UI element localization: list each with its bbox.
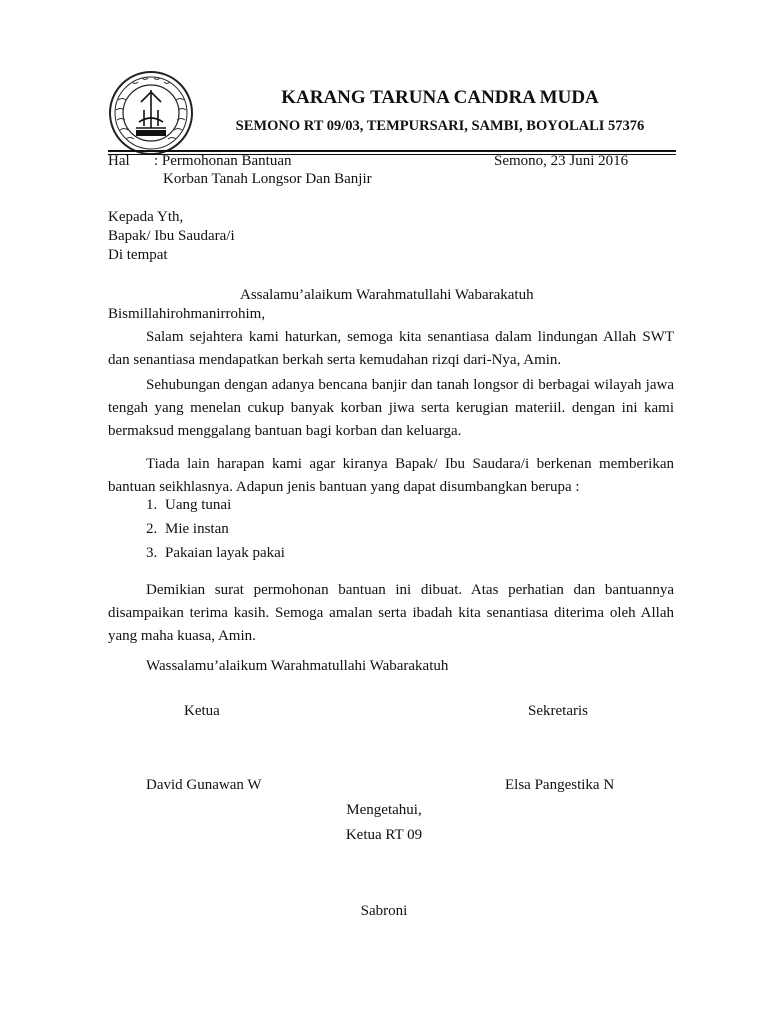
signatory-left-name: David Gunawan W xyxy=(146,777,262,793)
list-item xyxy=(146,496,231,515)
paragraph-4-text: Demikian surat permohonan bantuan ini dibuat. Atas perhatian dan bantuannya disampaikan terima kasih. Semoga amalan serta ibadah kita senantiasa diterima oleh Allah yang maha kuasa, Amin. xyxy=(108,582,674,644)
paragraph-4 xyxy=(108,579,674,648)
organization-address: SEMONO RT 09/03, TEMPURSARI, SAMBI, BOYOLALI 57376 xyxy=(235,118,645,134)
recipient-line-3: Di tempat xyxy=(108,247,168,263)
list-number: 3. xyxy=(146,545,158,561)
signatory-left-title: Ketua xyxy=(184,703,220,719)
paragraph-1-text: Salam sejahtera kami haturkan, semoga kita senantiasa dalam lindungan Allah SWT dan senantiasa mendapatkan berkah serta kemudahan rizqi dari-Nya, Amin. xyxy=(108,329,674,368)
organization-logo xyxy=(108,70,194,156)
paragraph-2 xyxy=(108,374,674,443)
list-text: Pakaian layak pakai xyxy=(165,545,285,561)
list-item xyxy=(146,520,229,539)
opening-greeting: Assalamu’alaikum Warahmatullahi Wabarakatuh xyxy=(240,287,534,303)
list-number: 2. xyxy=(146,521,158,537)
acknowledgement-label: Mengetahui, xyxy=(346,802,422,818)
paragraph-2-text: Sehubungan dengan adanya bencana banjir dan tanah longsor di berbagai wilayah jawa tengah yang menelan cukup banyak korban jiwa serta kerugian materiil. dengan ini kami bermaksud menggalang bantuan bagi korban dan keluarga. xyxy=(108,377,674,439)
list-text: Mie instan xyxy=(165,521,229,537)
subject-line-2: Korban Tanah Longsor Dan Banjir xyxy=(163,171,372,187)
recipient-line-1: Kepada Yth, xyxy=(108,209,184,225)
rt-head-title: Ketua RT 09 xyxy=(345,827,423,843)
list-number: 1. xyxy=(146,497,158,513)
paragraph-1 xyxy=(108,326,674,372)
rt-head-name: Sabroni xyxy=(360,903,408,919)
closing-greeting: Wassalamu’alaikum Warahmatullahi Wabarakatuh xyxy=(146,658,449,674)
list-item xyxy=(146,544,285,563)
recipient-line-2: Bapak/ Ibu Saudara/i xyxy=(108,228,235,244)
signatory-right-name: Elsa Pangestika N xyxy=(505,777,615,793)
letter-date: Semono, 23 Juni 2016 xyxy=(494,153,629,169)
list-text: Uang tunai xyxy=(165,497,232,513)
subject-label: Hal xyxy=(108,153,130,169)
signatory-right-title: Sekretaris xyxy=(528,703,588,719)
paragraph-3-text: Tiada lain harapan kami agar kiranya Bapak/ Ibu Saudara/i berkenan memberikan bantuan seikhlasnya. Adapun jenis bantuan yang dapat disumbangkan berupa : xyxy=(108,456,674,495)
organization-name: KARANG TARUNA CANDRA MUDA xyxy=(281,87,599,108)
bismillah: Bismillahirohmanirrohim, xyxy=(108,306,266,322)
emblem-icon xyxy=(108,70,194,156)
paragraph-3 xyxy=(108,453,674,499)
subject-line-1: : Permohonan Bantuan xyxy=(154,153,292,169)
